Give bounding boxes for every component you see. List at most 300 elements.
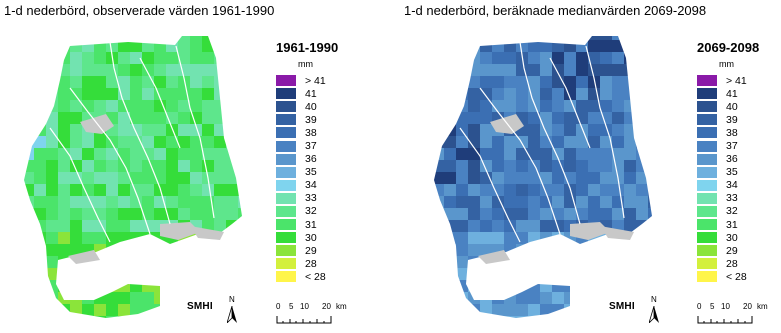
precipitation-cell (202, 64, 214, 76)
precipitation-cell (238, 76, 250, 88)
precipitation-cell (576, 244, 588, 256)
precipitation-cell (552, 292, 564, 304)
precipitation-cell (190, 88, 202, 100)
precipitation-cell (576, 304, 588, 316)
precipitation-cell (636, 268, 648, 280)
precipitation-cell (648, 28, 660, 40)
precipitation-map-projected (420, 28, 660, 318)
legend-item (697, 153, 781, 166)
precipitation-cell (420, 160, 432, 172)
precipitation-cell (420, 136, 432, 148)
precipitation-cell (238, 172, 250, 184)
precipitation-cell (456, 172, 468, 184)
precipitation-cell (468, 196, 480, 208)
legend-label: 34 (305, 179, 317, 192)
precipitation-cell (22, 292, 34, 304)
precipitation-cell (46, 196, 58, 208)
precipitation-cell (528, 124, 540, 136)
precipitation-cell (58, 28, 70, 40)
legend-swatch (697, 167, 717, 178)
legend-swatch (276, 141, 296, 152)
precipitation-cell (214, 280, 226, 292)
precipitation-cell (238, 268, 250, 280)
precipitation-cell (34, 172, 46, 184)
precipitation-cell (432, 256, 444, 268)
precipitation-cell (648, 64, 660, 76)
precipitation-cell (648, 256, 660, 268)
precipitation-cell (34, 160, 46, 172)
precipitation-cell (528, 244, 540, 256)
legend-label: 37 (305, 140, 317, 153)
precipitation-cell (492, 40, 504, 52)
precipitation-cell (130, 148, 142, 160)
legend-label: 30 (726, 231, 738, 244)
precipitation-cell (504, 64, 516, 76)
precipitation-cell (238, 208, 250, 220)
precipitation-cell (492, 28, 504, 40)
precipitation-cell (444, 100, 456, 112)
precipitation-cell (432, 88, 444, 100)
scale-tick-label: 20 (322, 302, 331, 311)
precipitation-cell (70, 196, 82, 208)
precipitation-cell (238, 160, 250, 172)
precipitation-cell (22, 232, 34, 244)
precipitation-cell (46, 268, 58, 280)
precipitation-cell (480, 220, 492, 232)
precipitation-cell (34, 88, 46, 100)
precipitation-cell (564, 52, 576, 64)
precipitation-cell (70, 148, 82, 160)
precipitation-cell (636, 88, 648, 100)
precipitation-cell (528, 52, 540, 64)
precipitation-cell (46, 160, 58, 172)
legend-item (697, 192, 781, 205)
precipitation-cell (456, 76, 468, 88)
precipitation-cell (588, 268, 600, 280)
precipitation-cell (166, 184, 178, 196)
precipitation-cell (636, 148, 648, 160)
precipitation-cell (226, 148, 238, 160)
precipitation-cell (154, 244, 166, 256)
precipitation-cell (516, 88, 528, 100)
precipitation-cell (564, 136, 576, 148)
precipitation-cell (552, 40, 564, 52)
precipitation-cell (444, 148, 456, 160)
precipitation-cell (82, 268, 94, 280)
legend-item (697, 205, 781, 218)
precipitation-cell (178, 268, 190, 280)
legend-swatch (697, 88, 717, 99)
precipitation-cell (540, 100, 552, 112)
precipitation-cell (528, 316, 540, 318)
precipitation-cell (444, 64, 456, 76)
precipitation-cell (528, 280, 540, 292)
precipitation-cell (516, 244, 528, 256)
precipitation-cell (552, 304, 564, 316)
precipitation-cell (226, 136, 238, 148)
precipitation-cell (480, 124, 492, 136)
precipitation-cell (142, 40, 154, 52)
precipitation-cell (576, 268, 588, 280)
precipitation-cell (190, 316, 202, 318)
precipitation-cell (516, 100, 528, 112)
north-arrow-icon (646, 295, 662, 325)
precipitation-cell (94, 316, 106, 318)
precipitation-cell (214, 64, 226, 76)
precipitation-cell (564, 112, 576, 124)
precipitation-cell (492, 292, 504, 304)
precipitation-cell (82, 292, 94, 304)
precipitation-cell (528, 160, 540, 172)
precipitation-cell (648, 172, 660, 184)
precipitation-cell (504, 316, 516, 318)
precipitation-cell (600, 256, 612, 268)
precipitation-cell (540, 316, 552, 318)
precipitation-cell (552, 100, 564, 112)
precipitation-cell (612, 28, 624, 40)
precipitation-cell (34, 292, 46, 304)
legend-item (276, 74, 386, 87)
precipitation-cell (46, 112, 58, 124)
precipitation-cell (214, 256, 226, 268)
precipitation-cell (600, 100, 612, 112)
legend-title: 1961-1990 (276, 40, 339, 55)
precipitation-cell (504, 280, 516, 292)
precipitation-cell (492, 64, 504, 76)
precipitation-cell (468, 292, 480, 304)
precipitation-cell (142, 88, 154, 100)
precipitation-cell (444, 232, 456, 244)
legend-swatch (697, 101, 717, 112)
precipitation-cell (456, 244, 468, 256)
precipitation-cell (588, 112, 600, 124)
precipitation-cell (516, 40, 528, 52)
legend-label: 35 (726, 166, 738, 179)
legend-swatch (697, 180, 717, 191)
precipitation-cell (10, 232, 22, 244)
precipitation-cell (432, 280, 444, 292)
precipitation-cell (564, 124, 576, 136)
precipitation-cell (492, 208, 504, 220)
legend-label: 32 (305, 205, 317, 218)
precipitation-cell (46, 280, 58, 292)
precipitation-cell (226, 220, 238, 232)
legend-item (697, 126, 781, 139)
precipitation-cell (226, 280, 238, 292)
precipitation-cell (504, 232, 516, 244)
precipitation-cell (142, 160, 154, 172)
precipitation-cell (178, 148, 190, 160)
precipitation-cell (70, 76, 82, 88)
precipitation-cell (190, 280, 202, 292)
precipitation-cell (226, 268, 238, 280)
precipitation-cell (34, 124, 46, 136)
precipitation-cell (636, 40, 648, 52)
precipitation-cell (22, 184, 34, 196)
map-title-projected: 1-d nederbörd, beräknade medianvärden 2069-2098 (404, 3, 707, 18)
precipitation-cell (432, 316, 444, 318)
precipitation-cell (22, 136, 34, 148)
scale-bar-icon (276, 302, 346, 328)
precipitation-cell (480, 76, 492, 88)
precipitation-cell (202, 28, 214, 40)
precipitation-cell (238, 52, 250, 64)
north-label: N (229, 295, 235, 304)
legend-item (697, 231, 781, 244)
precipitation-cell (432, 40, 444, 52)
precipitation-cell (214, 220, 226, 232)
precipitation-cell (432, 220, 444, 232)
precipitation-cell (214, 160, 226, 172)
precipitation-cell (70, 268, 82, 280)
precipitation-cell (540, 304, 552, 316)
precipitation-cell (648, 160, 660, 172)
precipitation-cell (564, 292, 576, 304)
precipitation-cell (238, 136, 250, 148)
precipitation-cell (118, 316, 130, 318)
precipitation-cell (420, 244, 432, 256)
precipitation-cell (480, 280, 492, 292)
precipitation-cell (600, 76, 612, 88)
precipitation-cell (166, 76, 178, 88)
precipitation-cell (612, 76, 624, 88)
precipitation-cell (600, 172, 612, 184)
precipitation-cell (504, 292, 516, 304)
precipitation-cell (58, 220, 70, 232)
precipitation-cell (552, 184, 564, 196)
legend-label: 41 (726, 87, 738, 100)
legend-swatch (697, 245, 717, 256)
precipitation-cell (118, 52, 130, 64)
precipitation-cell (142, 316, 154, 318)
precipitation-cell (214, 148, 226, 160)
precipitation-cell (612, 124, 624, 136)
precipitation-cell (34, 232, 46, 244)
precipitation-cell (552, 196, 564, 208)
precipitation-cell (226, 28, 238, 40)
precipitation-cell (34, 40, 46, 52)
legend-swatch (697, 193, 717, 204)
precipitation-cell (94, 280, 106, 292)
precipitation-cell (528, 64, 540, 76)
precipitation-cell (70, 136, 82, 148)
precipitation-cell (10, 316, 22, 318)
precipitation-cell (214, 208, 226, 220)
legend-swatch (276, 127, 296, 138)
precipitation-cell (468, 112, 480, 124)
precipitation-cell (552, 88, 564, 100)
precipitation-cell (624, 256, 636, 268)
precipitation-cell (540, 64, 552, 76)
precipitation-cell (468, 256, 480, 268)
precipitation-cell (540, 208, 552, 220)
precipitation-cell (226, 232, 238, 244)
precipitation-cell (106, 304, 118, 316)
precipitation-cell (636, 244, 648, 256)
precipitation-cell (226, 184, 238, 196)
precipitation-cell (432, 112, 444, 124)
precipitation-cell (636, 112, 648, 124)
precipitation-cell (540, 220, 552, 232)
precipitation-cell (564, 208, 576, 220)
precipitation-cell (46, 88, 58, 100)
precipitation-cell (58, 172, 70, 184)
legend-label: 36 (305, 153, 317, 166)
precipitation-cell (468, 28, 480, 40)
precipitation-cell (82, 28, 94, 40)
precipitation-cell (624, 280, 636, 292)
precipitation-cell (516, 220, 528, 232)
precipitation-cell (456, 184, 468, 196)
precipitation-cell (492, 172, 504, 184)
precipitation-cell (118, 40, 130, 52)
precipitation-cell (226, 64, 238, 76)
precipitation-cell (576, 28, 588, 40)
precipitation-cell (612, 100, 624, 112)
precipitation-cell (468, 304, 480, 316)
precipitation-cell (612, 316, 624, 318)
precipitation-cell (432, 304, 444, 316)
precipitation-cell (22, 160, 34, 172)
precipitation-cell (492, 160, 504, 172)
precipitation-map-observed (10, 28, 250, 318)
precipitation-cell (612, 160, 624, 172)
precipitation-cell (432, 148, 444, 160)
precipitation-cell (46, 28, 58, 40)
precipitation-cell (154, 208, 166, 220)
scale-tick-label: 5 (710, 302, 715, 311)
legend-label: 41 (305, 87, 317, 100)
precipitation-cell (456, 304, 468, 316)
precipitation-cell (34, 316, 46, 318)
precipitation-cell (480, 136, 492, 148)
legend-item (697, 74, 781, 87)
precipitation-cell (588, 196, 600, 208)
legend-label: 28 (726, 257, 738, 270)
precipitation-cell (118, 244, 130, 256)
precipitation-cell (190, 196, 202, 208)
precipitation-cell (130, 88, 142, 100)
precipitation-cell (130, 40, 142, 52)
precipitation-cell (444, 160, 456, 172)
precipitation-cell (178, 124, 190, 136)
precipitation-cell (238, 220, 250, 232)
precipitation-cell (22, 196, 34, 208)
precipitation-cell (70, 280, 82, 292)
precipitation-cell (94, 136, 106, 148)
legend-label: 35 (305, 166, 317, 179)
precipitation-cell (10, 208, 22, 220)
precipitation-cell (420, 196, 432, 208)
precipitation-cell (34, 100, 46, 112)
precipitation-cell (130, 100, 142, 112)
precipitation-cell (22, 148, 34, 160)
precipitation-cell (238, 28, 250, 40)
precipitation-cell (214, 124, 226, 136)
precipitation-cell (58, 40, 70, 52)
precipitation-cell (166, 304, 178, 316)
precipitation-cell (22, 172, 34, 184)
legend-swatch (276, 193, 296, 204)
precipitation-cell (444, 52, 456, 64)
legend-label: 37 (726, 140, 738, 153)
precipitation-cell (444, 40, 456, 52)
precipitation-cell (22, 64, 34, 76)
precipitation-cell (34, 28, 46, 40)
precipitation-cell (22, 28, 34, 40)
precipitation-cell (34, 244, 46, 256)
precipitation-cell (648, 220, 660, 232)
precipitation-cell (238, 112, 250, 124)
legend-swatch (276, 180, 296, 191)
legend-swatch (697, 154, 717, 165)
legend-swatch (276, 219, 296, 230)
precipitation-cell (58, 64, 70, 76)
precipitation-cell (106, 316, 118, 318)
precipitation-cell (178, 40, 190, 52)
precipitation-cell (504, 196, 516, 208)
precipitation-cell (202, 184, 214, 196)
precipitation-cell (46, 136, 58, 148)
precipitation-cell (226, 256, 238, 268)
precipitation-cell (504, 160, 516, 172)
precipitation-cell (118, 136, 130, 148)
precipitation-cell (106, 220, 118, 232)
precipitation-cell (480, 148, 492, 160)
precipitation-cell (82, 232, 94, 244)
precipitation-cell (456, 136, 468, 148)
precipitation-cell (70, 208, 82, 220)
precipitation-cell (564, 256, 576, 268)
precipitation-cell (516, 256, 528, 268)
precipitation-cell (10, 304, 22, 316)
precipitation-cell (492, 268, 504, 280)
precipitation-cell (70, 124, 82, 136)
precipitation-cell (480, 52, 492, 64)
legend-label: 40 (305, 100, 317, 113)
precipitation-cell (226, 52, 238, 64)
precipitation-cell (564, 280, 576, 292)
precipitation-cell (636, 196, 648, 208)
scale-tick-label: 5 (289, 302, 294, 311)
precipitation-cell (576, 280, 588, 292)
precipitation-cell (166, 196, 178, 208)
precipitation-cell (10, 160, 22, 172)
precipitation-cell (624, 172, 636, 184)
precipitation-cell (420, 304, 432, 316)
precipitation-cell (118, 268, 130, 280)
legend-item (276, 166, 386, 179)
precipitation-cell (70, 232, 82, 244)
precipitation-cell (612, 52, 624, 64)
precipitation-cell (456, 28, 468, 40)
precipitation-cell (34, 280, 46, 292)
precipitation-cell (624, 184, 636, 196)
precipitation-cell (118, 304, 130, 316)
precipitation-cell (178, 196, 190, 208)
precipitation-cell (648, 280, 660, 292)
precipitation-cell (142, 112, 154, 124)
precipitation-cell (46, 52, 58, 64)
precipitation-cell (468, 244, 480, 256)
precipitation-cell (70, 40, 82, 52)
precipitation-cell (154, 148, 166, 160)
legend-item (276, 139, 386, 152)
precipitation-cell (106, 196, 118, 208)
precipitation-cell (564, 160, 576, 172)
precipitation-cell (94, 292, 106, 304)
precipitation-cell (190, 40, 202, 52)
